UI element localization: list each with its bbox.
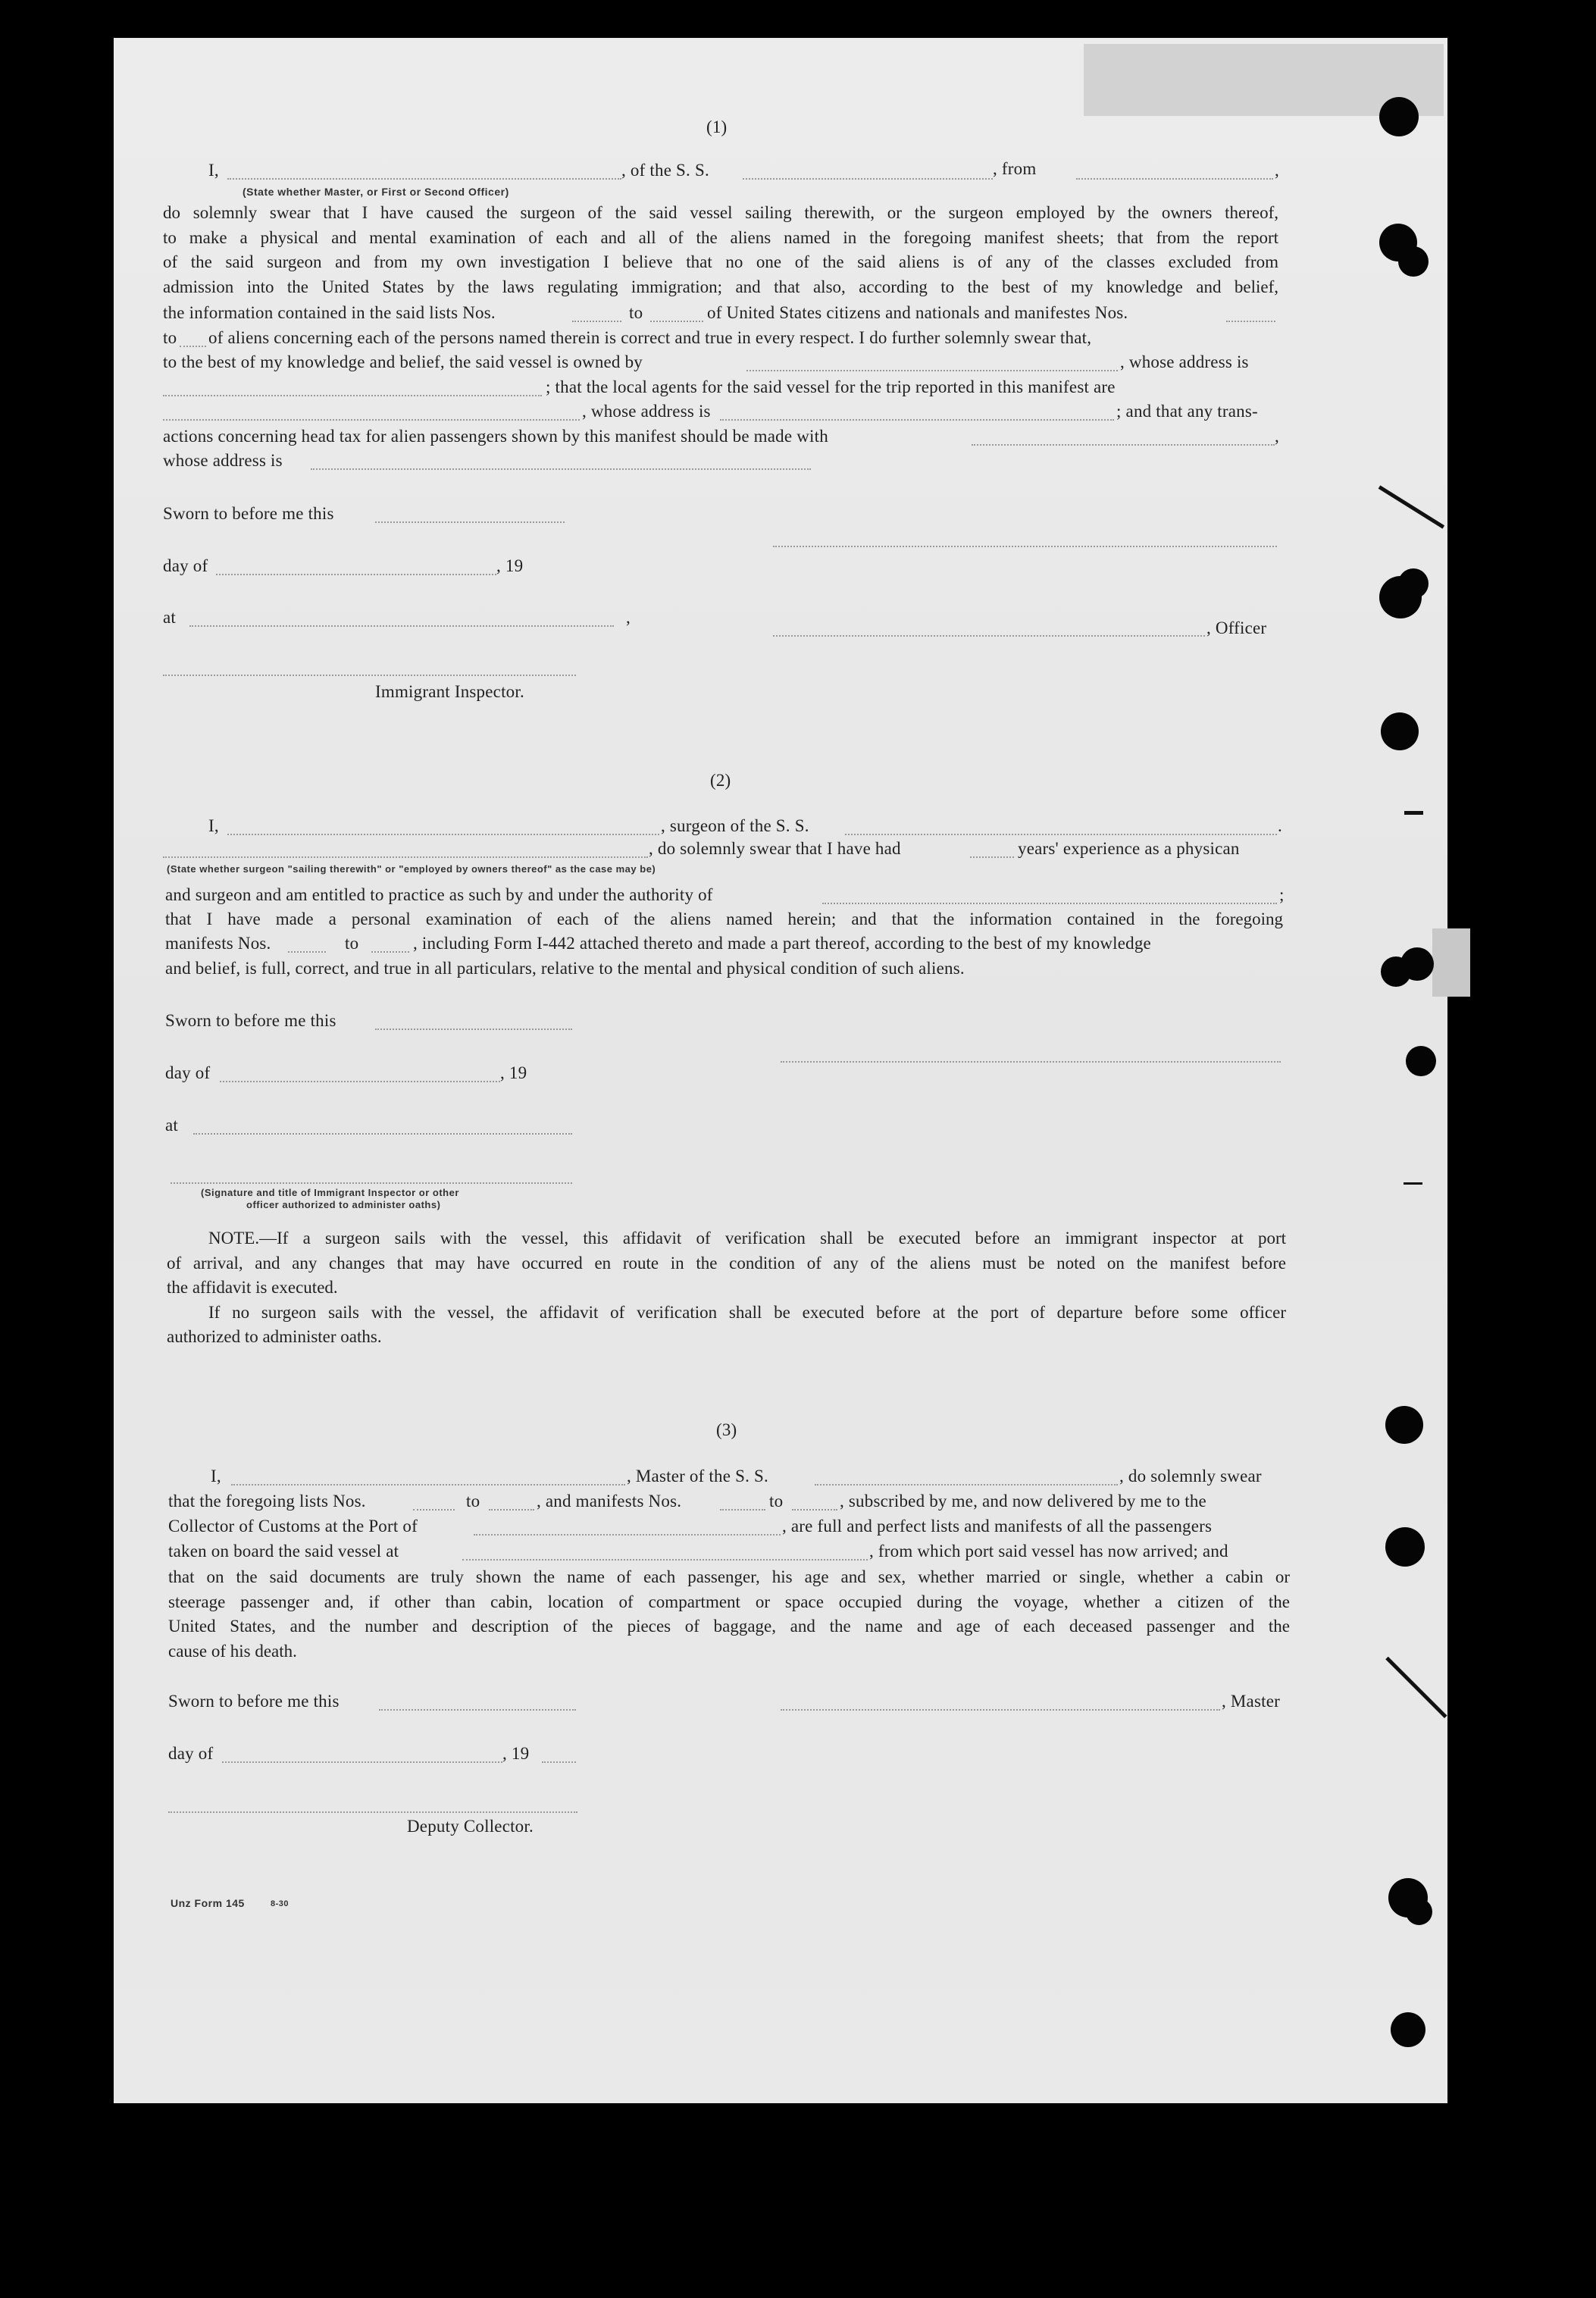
section-number: (1) <box>706 117 728 136</box>
form-text: ; and that any trans- <box>1116 402 1258 421</box>
form-text: , do solemnly swear <box>1119 1467 1262 1486</box>
section-number: (3) <box>716 1420 737 1439</box>
paragraph-line: that on the said documents are truly shown the name of each passenger, his age and sex, whether married or single, whether a cabin or <box>168 1567 1290 1586</box>
fill-line-manifests-to[interactable] <box>792 1509 837 1511</box>
form-text: Sworn to before me this <box>165 1011 336 1030</box>
form-text: , Officer <box>1206 618 1267 637</box>
fill-line-manifest-to[interactable] <box>180 346 206 347</box>
paper-tab <box>1432 928 1470 997</box>
punch-hole <box>1406 1899 1432 1925</box>
paragraph-line: admission into the United States by the laws regulating immigration; and that also, according to the best of my knowledge and belief, <box>163 277 1278 296</box>
form-text: Deputy Collector. <box>407 1817 534 1836</box>
form-instruction: (State whether surgeon "sailing therewith" or "employed by owners thereof" as the case may be) <box>167 863 656 875</box>
punch-hole <box>1379 97 1419 136</box>
paragraph <box>163 201 1278 299</box>
form-text: I, <box>208 816 219 835</box>
fill-line-list-to[interactable] <box>650 321 703 322</box>
form-text: of aliens concerning each of the persons named therein is correct and true in every respect. I do further solemnly swear that, <box>208 328 1092 347</box>
paragraph-line: to make a physical and mental examination of each and all of the aliens named in the foregoing manifest sheets; that from the report <box>163 227 1278 247</box>
form-text: , from which port said vessel has now arrived; and <box>869 1542 1228 1561</box>
scratch-mark <box>1404 811 1423 815</box>
form-text: day of <box>163 556 208 575</box>
paragraph-line: If no surgeon sails with the vessel, the affidavit of verification shall be executed before at the port of departure before some officer <box>208 1302 1286 1322</box>
form-text: Sworn to before me this <box>163 504 334 523</box>
form-text: the information contained in the said lists Nos. <box>163 303 496 322</box>
signature-line-officer[interactable] <box>773 546 1277 547</box>
form-text: whose address is <box>163 451 283 470</box>
form-number: Unz Form 145 <box>171 1897 245 1909</box>
form-text: day of <box>168 1744 214 1763</box>
form-text: manifests Nos. <box>165 934 271 953</box>
fill-line-port[interactable] <box>474 1534 781 1536</box>
form-text: , and manifests Nos. <box>537 1492 682 1511</box>
form-instruction: (State whether Master, or First or Second Officer) <box>243 186 509 198</box>
form-text: , whose address is <box>582 402 711 421</box>
paragraph <box>168 1565 1290 1664</box>
punch-hole <box>1398 246 1429 277</box>
form-text: to <box>163 328 177 347</box>
form-text: I, <box>211 1467 221 1486</box>
form-text: at <box>163 608 176 627</box>
fill-line-sworn-day[interactable] <box>379 1709 576 1711</box>
form-text: taken on board the said vessel at <box>168 1542 399 1561</box>
form-text: years' experience as a physican <box>1018 839 1240 858</box>
punch-hole <box>1385 1406 1423 1444</box>
punch-hole <box>1398 568 1429 599</box>
fill-line-sworn-day[interactable] <box>375 521 565 523</box>
form-instruction: (Signature and title of Immigrant Inspector or other <box>201 1187 459 1198</box>
form-text: I, <box>208 161 219 180</box>
fill-line-owner-address[interactable] <box>163 395 542 396</box>
form-text: , are full and perfect lists and manifests of all the passengers <box>782 1517 1213 1536</box>
form-text: and belief, is full, correct, and true in all particulars, relative to the mental and physical condition of such aliens. <box>165 959 965 978</box>
fill-line-year[interactable] <box>542 1761 576 1763</box>
form-text: that the foregoing lists Nos. <box>168 1492 366 1511</box>
form-text: , from <box>993 159 1037 178</box>
fill-line-surgeon-ship[interactable] <box>845 834 1277 835</box>
fill-line-month[interactable] <box>216 574 496 575</box>
form-text: , whose address is <box>1120 352 1249 371</box>
signature-line-inspector[interactable] <box>171 1182 572 1184</box>
note-paragraph <box>167 1226 1286 1350</box>
fill-line-authority[interactable] <box>822 903 1277 904</box>
fill-line-departure-port[interactable] <box>462 1559 868 1561</box>
paragraph-line: do solemnly swear that I have caused the surgeon of the said vessel sailing therewith, or the surgeon employed by the owners thereof, <box>163 203 1278 222</box>
fill-line-list-from[interactable] <box>572 321 621 322</box>
fill-line-manifests-to[interactable] <box>371 951 409 953</box>
fill-line-officer[interactable] <box>227 178 621 180</box>
fill-line-head-tax-address[interactable] <box>311 468 811 470</box>
fill-line-manifests-from[interactable] <box>288 951 326 953</box>
fill-line-ship[interactable] <box>743 178 993 180</box>
form-text: to <box>769 1492 784 1511</box>
form-instruction: officer authorized to administer oaths) <box>246 1199 441 1210</box>
form-text: to <box>629 303 643 322</box>
fill-line-surgeon-name[interactable] <box>227 834 659 835</box>
fill-line-month[interactable] <box>220 1081 500 1082</box>
fill-line-owner[interactable] <box>746 370 1118 371</box>
punch-hole <box>1406 1046 1436 1076</box>
fill-line-years[interactable] <box>970 856 1014 858</box>
fill-line-agents[interactable] <box>163 419 580 421</box>
fill-line-manifests-from[interactable] <box>720 1509 765 1511</box>
paragraph-line: cause of his death. <box>168 1641 297 1661</box>
form-text: , 19 <box>502 1744 530 1763</box>
punch-hole <box>1381 712 1419 750</box>
signature-line-surgeon[interactable] <box>781 1061 1281 1063</box>
fill-line-month[interactable] <box>222 1761 502 1763</box>
fill-line-from[interactable] <box>1076 178 1273 180</box>
form-text: of United States citizens and nationals and manifestes Nos. <box>707 303 1128 322</box>
form-text: at <box>165 1116 178 1135</box>
form-text: , do solemnly swear that I have had <box>649 839 901 858</box>
signature-line-inspector[interactable] <box>163 675 576 676</box>
punch-hole <box>1381 956 1411 987</box>
scratch-mark <box>1404 1182 1422 1185</box>
punch-hole <box>1385 1527 1425 1567</box>
form-text: , Master of the S. S. <box>627 1467 768 1486</box>
fill-line-place[interactable] <box>189 625 614 627</box>
form-text: ; <box>1279 885 1285 904</box>
form-text: Immigrant Inspector. <box>375 682 524 701</box>
punch-hole <box>1391 2012 1425 2047</box>
form-text: , of the S. S. <box>621 161 709 180</box>
signature-line-master[interactable] <box>781 1709 1220 1711</box>
paragraph-line: United States, and the number and description of the pieces of baggage, and the name and age of each deceased passenger and the <box>168 1617 1290 1636</box>
fill-line-master-ship[interactable] <box>815 1484 1118 1486</box>
form-text: to <box>466 1492 480 1511</box>
fill-line-sworn-day[interactable] <box>375 1028 572 1030</box>
form-text: day of <box>165 1063 211 1082</box>
form-text: , surgeon of the S. S. <box>661 816 809 835</box>
paragraph-line: the affidavit is executed. <box>167 1278 338 1297</box>
form-text: , <box>626 608 631 627</box>
form-text: actions concerning head tax for alien passengers shown by this manifest should be made with <box>163 427 828 446</box>
form-text: Sworn to before me this <box>168 1692 340 1711</box>
paragraph-line: of the said surgeon and from my own investigation I believe that no one of the said aliens is of any of the classes excluded from <box>163 252 1278 271</box>
form-text: , 19 <box>500 1063 527 1082</box>
form-text: , including Form I-442 attached thereto and made a part thereof, according to the best of my knowledge <box>413 934 1151 953</box>
form-text: . <box>1278 816 1282 835</box>
paragraph-line: of arrival, and any changes that may have occurred en route in the condition of any of the aliens must be noted on the manifest before <box>167 1253 1286 1273</box>
paragraph-line: authorized to administer oaths. <box>167 1327 382 1346</box>
fill-line-lists-to[interactable] <box>489 1509 534 1511</box>
form-text: , subscribed by me, and now delivered by me to the <box>840 1492 1206 1511</box>
form-text: Collector of Customs at the Port of <box>168 1517 418 1536</box>
signature-line-deputy[interactable] <box>168 1811 577 1813</box>
form-text: , <box>1275 161 1279 180</box>
paragraph-line: that I have made a personal examination of each of the aliens named herein; and that the information contained in the foregoing <box>165 909 1283 928</box>
fill-line-place[interactable] <box>193 1133 572 1135</box>
fill-line-head-tax[interactable] <box>972 444 1275 446</box>
form-date: 8-30 <box>271 1899 289 1908</box>
fill-line-agent-address[interactable] <box>720 419 1114 421</box>
section-number: (2) <box>710 771 731 790</box>
form-text: , <box>1275 427 1279 446</box>
form-text: and surgeon and am entitled to practice as such by and under the authority of <box>165 885 713 904</box>
form-text: ; that the local agents for the said vessel for the trip reported in this manifest are <box>546 377 1116 396</box>
form-text: to the best of my knowledge and belief, the said vessel is owned by <box>163 352 643 371</box>
form-text: , 19 <box>496 556 524 575</box>
paragraph-line: steerage passenger and, if other than cabin, location of compartment or space occupied during the voyage, whether a citizen of the <box>168 1592 1290 1611</box>
paragraph-line: NOTE.—If a surgeon sails with the vessel, this affidavit of verification shall be executed before an immigrant inspector at port <box>208 1229 1286 1248</box>
signature-line-officer-title[interactable] <box>773 635 1205 637</box>
fill-line-lists-from[interactable] <box>413 1509 455 1511</box>
fill-line-manifest-from[interactable] <box>1226 321 1275 322</box>
form-text: to <box>345 934 359 953</box>
paragraph <box>165 907 1283 932</box>
form-text: , Master <box>1222 1692 1280 1711</box>
fill-line-master-name[interactable] <box>231 1484 625 1486</box>
